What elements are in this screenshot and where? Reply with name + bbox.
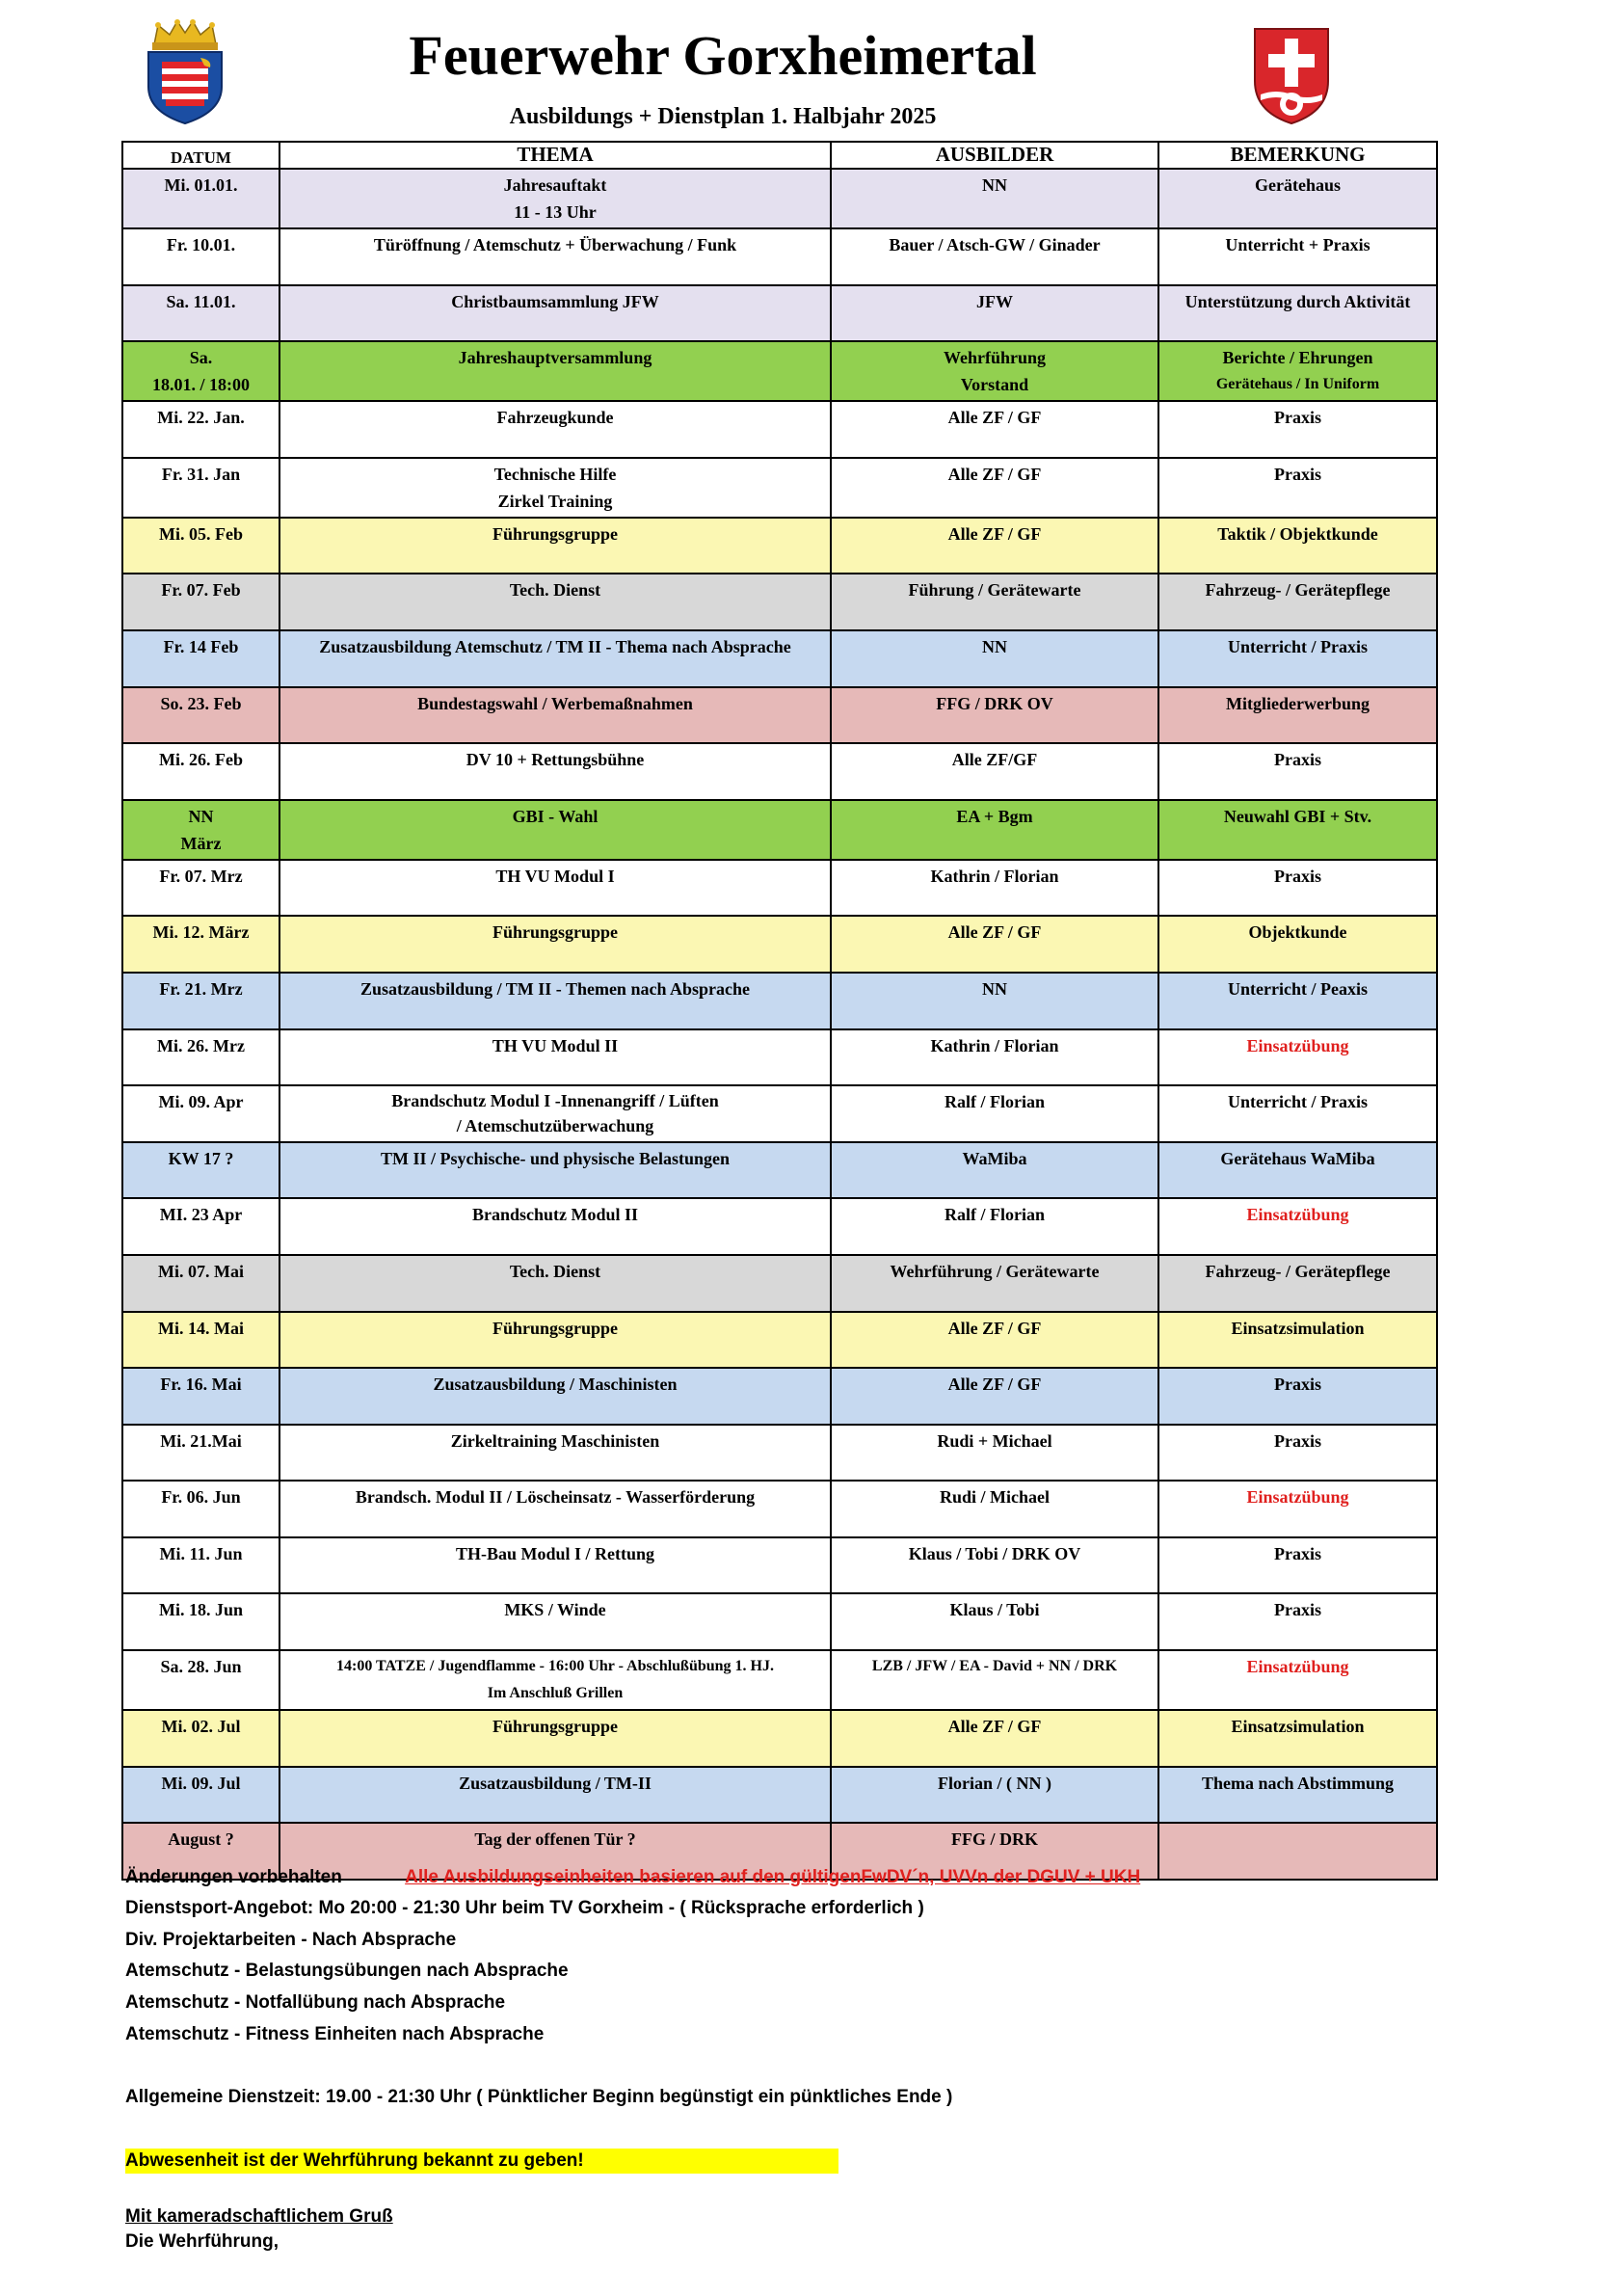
note-atemschutz-fitness: Atemschutz - Fitness Einheiten nach Absprache [125, 2024, 545, 2044]
cell-thema: TH-Bau Modul I / Rettung [279, 1537, 831, 1594]
cell-thema: Brandsch. Modul II / Löscheinsatz - Wasserförderung [279, 1481, 831, 1537]
cell-thema: Brandschutz Modul II [279, 1198, 831, 1255]
cell-thema: Tag der offenen Tür ? [279, 1823, 831, 1880]
cell-datum: Fr. 21. Mrz [122, 973, 279, 1029]
cell-datum: Fr. 16. Mai [122, 1368, 279, 1425]
cell-thema: Führungsgruppe [279, 1312, 831, 1369]
cell-ausbilder: Ralf / Florian [831, 1198, 1158, 1255]
note-gruss: Mit kameradschaftlichem Gruß [125, 2206, 393, 2227]
table-row [122, 228, 1437, 285]
table-row [122, 1425, 1437, 1482]
cell-thema: TH VU Modul I [279, 860, 831, 917]
cell-bemerkung: Fahrzeug- / Gerätepflege [1158, 1255, 1437, 1312]
cell-bemerkung: Praxis [1158, 743, 1437, 800]
table-row [122, 743, 1437, 800]
cell-bemerkung: Einsatzsimulation [1158, 1710, 1437, 1767]
cell-bemerkung: Unterricht + Praxis [1158, 228, 1437, 285]
note-dienstsport: Dienstsport-Angebot: Mo 20:00 - 21:30 Uhr beim TV Gorxheim - ( Rücksprache erforderlich ) [125, 1898, 924, 1918]
cell-bemerkung: Praxis [1158, 401, 1437, 458]
cell-bemerkung: Fahrzeug- / Gerätepflege [1158, 574, 1437, 630]
table-row [122, 630, 1437, 687]
gorxheimertal-coat-of-arms-icon [1251, 25, 1332, 125]
cell-ausbilder: Führung / Gerätewarte [831, 574, 1158, 630]
cell-ausbilder: NN [831, 973, 1158, 1029]
cell-datum: Sa. 28. Jun [122, 1650, 279, 1710]
cell-datum: Mi. 21.Mai [122, 1425, 279, 1482]
cell-bemerkung: Gerätehaus [1158, 169, 1437, 228]
cell-bemerkung: Unterricht / Praxis [1158, 630, 1437, 687]
cell-bemerkung: Unterricht / Praxis [1158, 1085, 1437, 1142]
cell-bemerkung [1158, 1823, 1437, 1880]
cell-ausbilder: Alle ZF / GF [831, 916, 1158, 973]
cell-bemerkung: Thema nach Abstimmung [1158, 1767, 1437, 1824]
cell-bemerkung: Praxis [1158, 1425, 1437, 1482]
cell-ausbilder: FFG / DRK OV [831, 687, 1158, 744]
table-row [122, 341, 1437, 401]
cell-datum: Fr. 14 Feb [122, 630, 279, 687]
cell-datum: KW 17 ? [122, 1142, 279, 1199]
cell-thema: Zusatzausbildung / Maschinisten [279, 1368, 831, 1425]
cell-datum: Sa. 11.01. [122, 285, 279, 342]
table-row [122, 1255, 1437, 1312]
table-row [122, 285, 1437, 342]
cell-datum: Fr. 07. Mrz [122, 860, 279, 917]
cell-datum: Fr. 10.01. [122, 228, 279, 285]
note-aenderungen: Änderungen vorbehalten [125, 1867, 342, 1887]
table-row [122, 1710, 1437, 1767]
cell-bemerkung: Einsatzübung [1158, 1650, 1437, 1710]
note-projekt: Div. Projektarbeiten - Nach Absprache [125, 1930, 457, 1950]
cell-ausbilder: EA + Bgm [831, 800, 1158, 860]
table-row [122, 1198, 1437, 1255]
cell-ausbilder: NN [831, 630, 1158, 687]
cell-thema: Zusatzausbildung / TM-II [279, 1767, 831, 1824]
cell-ausbilder: Ralf / Florian [831, 1085, 1158, 1142]
cell-bemerkung: Neuwahl GBI + Stv. [1158, 800, 1437, 860]
cell-datum: Mi. 18. Jun [122, 1593, 279, 1650]
cell-datum: Mi. 14. Mai [122, 1312, 279, 1369]
column-header-bemerkung: BEMERKUNG [1158, 142, 1437, 169]
table-row [122, 574, 1437, 630]
cell-thema: Führungsgruppe [279, 518, 831, 574]
cell-datum: Fr. 07. Feb [122, 574, 279, 630]
cell-bemerkung: Objektkunde [1158, 916, 1437, 973]
training-schedule-table [121, 141, 1438, 1881]
cell-thema: Fahrzeugkunde [279, 401, 831, 458]
cell-bemerkung: Praxis [1158, 1368, 1437, 1425]
cell-thema: Führungsgruppe [279, 1710, 831, 1767]
cell-bemerkung: Unterricht / Peaxis [1158, 973, 1437, 1029]
cell-bemerkung: Einsatzübung [1158, 1029, 1437, 1086]
table-row [122, 1767, 1437, 1824]
cell-thema: Zusatzausbildung / TM II - Themen nach Absprache [279, 973, 831, 1029]
cell-thema: Tech. Dienst [279, 1255, 831, 1312]
cell-datum: Sa. 18.01. / 18:00 [122, 341, 279, 401]
cell-bemerkung: Mitgliederwerbung [1158, 687, 1437, 744]
cell-datum: Mi. 26. Feb [122, 743, 279, 800]
cell-thema: Zirkeltraining Maschinisten [279, 1425, 831, 1482]
note-abwesenheit [125, 2149, 838, 2174]
cell-ausbilder: Alle ZF/GF [831, 743, 1158, 800]
cell-ausbilder: JFW [831, 285, 1158, 342]
table-row [122, 458, 1437, 518]
cell-thema: DV 10 + Rettungsbühne [279, 743, 831, 800]
table-row [122, 1593, 1437, 1650]
page-title: Feuerwehr Gorxheimertal [409, 24, 1037, 87]
cell-ausbilder: Bauer / Atsch-GW / Ginader [831, 228, 1158, 285]
column-header-thema: THEMA [279, 142, 831, 169]
cell-bemerkung: Unterstützung durch Aktivität [1158, 285, 1437, 342]
cell-datum: Mi. 09. Apr [122, 1085, 279, 1142]
cell-datum: Fr. 31. Jan [122, 458, 279, 518]
cell-bemerkung: Taktik / Objektkunde [1158, 518, 1437, 574]
cell-thema: Jahreshauptversammlung [279, 341, 831, 401]
table-row [122, 169, 1437, 228]
cell-ausbilder: Alle ZF / GF [831, 1312, 1158, 1369]
cell-thema: GBI - Wahl [279, 800, 831, 860]
cell-bemerkung: Berichte / Ehrungen Gerätehaus / In Uniform [1158, 341, 1437, 401]
note-unterschrift: Die Wehrführung, [125, 2231, 279, 2252]
cell-ausbilder: Wehrführung / Gerätewarte [831, 1255, 1158, 1312]
table-row [122, 1537, 1437, 1594]
cell-datum: So. 23. Feb [122, 687, 279, 744]
cell-thema: Technische Hilfe Zirkel Training [279, 458, 831, 518]
cell-ausbilder: Alle ZF / GF [831, 1368, 1158, 1425]
cell-ausbilder: Alle ZF / GF [831, 1710, 1158, 1767]
cell-thema: Brandschutz Modul I -Innenangriff / Lüften / Atemschutzüberwachung [279, 1085, 831, 1142]
cell-datum: MI. 23 Apr [122, 1198, 279, 1255]
table-row [122, 1650, 1437, 1710]
table-row [122, 687, 1437, 744]
cell-thema: Christbaumsammlung JFW [279, 285, 831, 342]
cell-bemerkung: Einsatzübung [1158, 1198, 1437, 1255]
table-row [122, 1142, 1437, 1199]
cell-bemerkung: Einsatzsimulation [1158, 1312, 1437, 1369]
table-row [122, 1368, 1437, 1425]
cell-ausbilder: Florian / ( NN ) [831, 1767, 1158, 1824]
cell-datum: Mi. 12. März [122, 916, 279, 973]
cell-ausbilder: Kathrin / Florian [831, 860, 1158, 917]
table-row [122, 800, 1437, 860]
note-grundlage: Alle Ausbildungseinheiten basieren auf den gültigenFwDV´n, UVVn der DGUV + UKH [405, 1867, 1141, 1887]
cell-ausbilder: NN [831, 169, 1158, 228]
cell-ausbilder: Wehrführung Vorstand [831, 341, 1158, 401]
note-changes [125, 1867, 1140, 1888]
table-row [122, 1312, 1437, 1369]
cell-thema: Zusatzausbildung Atemschutz / TM II - Thema nach Absprache [279, 630, 831, 687]
cell-datum: NN März [122, 800, 279, 860]
cell-bemerkung: Einsatzübung [1158, 1481, 1437, 1537]
table-row [122, 860, 1437, 917]
cell-datum: Fr. 06. Jun [122, 1481, 279, 1537]
cell-datum: Mi. 11. Jun [122, 1537, 279, 1594]
cell-ausbilder: Rudi / Michael [831, 1481, 1158, 1537]
cell-thema: MKS / Winde [279, 1593, 831, 1650]
table-row [122, 518, 1437, 574]
cell-ausbilder: WaMiba [831, 1142, 1158, 1199]
cell-ausbilder: Alle ZF / GF [831, 518, 1158, 574]
page-subtitle: Ausbildungs + Dienstplan 1. Halbjahr 2025 [509, 104, 937, 129]
cell-ausbilder: Alle ZF / GF [831, 401, 1158, 458]
cell-thema: Führungsgruppe [279, 916, 831, 973]
cell-datum: Mi. 07. Mai [122, 1255, 279, 1312]
cell-thema: TH VU Modul II [279, 1029, 831, 1086]
cell-thema: TM II / Psychische- und physische Belastungen [279, 1142, 831, 1199]
cell-ausbilder: Kathrin / Florian [831, 1029, 1158, 1086]
cell-bemerkung: Praxis [1158, 860, 1437, 917]
cell-bemerkung: Praxis [1158, 1593, 1437, 1650]
cell-datum: Mi. 05. Feb [122, 518, 279, 574]
cell-bemerkung: Praxis [1158, 1537, 1437, 1594]
cell-datum: Mi. 02. Jul [122, 1710, 279, 1767]
cell-thema: 14:00 TATZE / Jugendflamme - 16:00 Uhr - Abschlußübung 1. HJ. Im Anschluß Grillen [279, 1650, 831, 1710]
table-header-row [122, 142, 1437, 169]
table-row [122, 1029, 1437, 1086]
table-row [122, 916, 1437, 973]
cell-bemerkung: Gerätehaus WaMiba [1158, 1142, 1437, 1199]
cell-ausbilder: Rudi + Michael [831, 1425, 1158, 1482]
cell-ausbilder: Klaus / Tobi / DRK OV [831, 1537, 1158, 1594]
cell-datum: Mi. 22. Jan. [122, 401, 279, 458]
column-header-datum: DATUM [122, 142, 279, 169]
cell-thema: Tech. Dienst [279, 574, 831, 630]
note-abwesenheit-text: Abwesenheit ist der Wehrführung bekannt zu geben! [125, 2149, 838, 2174]
column-header-ausbilder: AUSBILDER [831, 142, 1158, 169]
note-dienstzeit: Allgemeine Dienstzeit: 19.00 - 21:30 Uhr ( Pünktlicher Beginn begünstigt ein pünktliches Ende ) [125, 2087, 953, 2107]
note-atemschutz-notfall: Atemschutz - Notfallübung nach Absprache [125, 1992, 506, 2013]
table-row [122, 1085, 1437, 1142]
cell-ausbilder: FFG / DRK [831, 1823, 1158, 1880]
cell-ausbilder: Klaus / Tobi [831, 1593, 1158, 1650]
cell-ausbilder: Alle ZF / GF [831, 458, 1158, 518]
note-atemschutz-belastung: Atemschutz - Belastungsübungen nach Absprache [125, 1961, 569, 1981]
cell-ausbilder: LZB / JFW / EA - David + NN / DRK [831, 1650, 1158, 1710]
cell-thema: Jahresauftakt 11 - 13 Uhr [279, 169, 831, 228]
table-row [122, 1481, 1437, 1537]
cell-datum: Mi. 09. Jul [122, 1767, 279, 1824]
cell-datum: August ? [122, 1823, 279, 1880]
cell-thema: Bundestagswahl / Werbemaßnahmen [279, 687, 831, 744]
cell-thema: Türöffnung / Atemschutz + Überwachung / Funk [279, 228, 831, 285]
cell-bemerkung: Praxis [1158, 458, 1437, 518]
table-row [122, 973, 1437, 1029]
cell-datum: Mi. 01.01. [122, 169, 279, 228]
table-row [122, 401, 1437, 458]
cell-datum: Mi. 26. Mrz [122, 1029, 279, 1086]
